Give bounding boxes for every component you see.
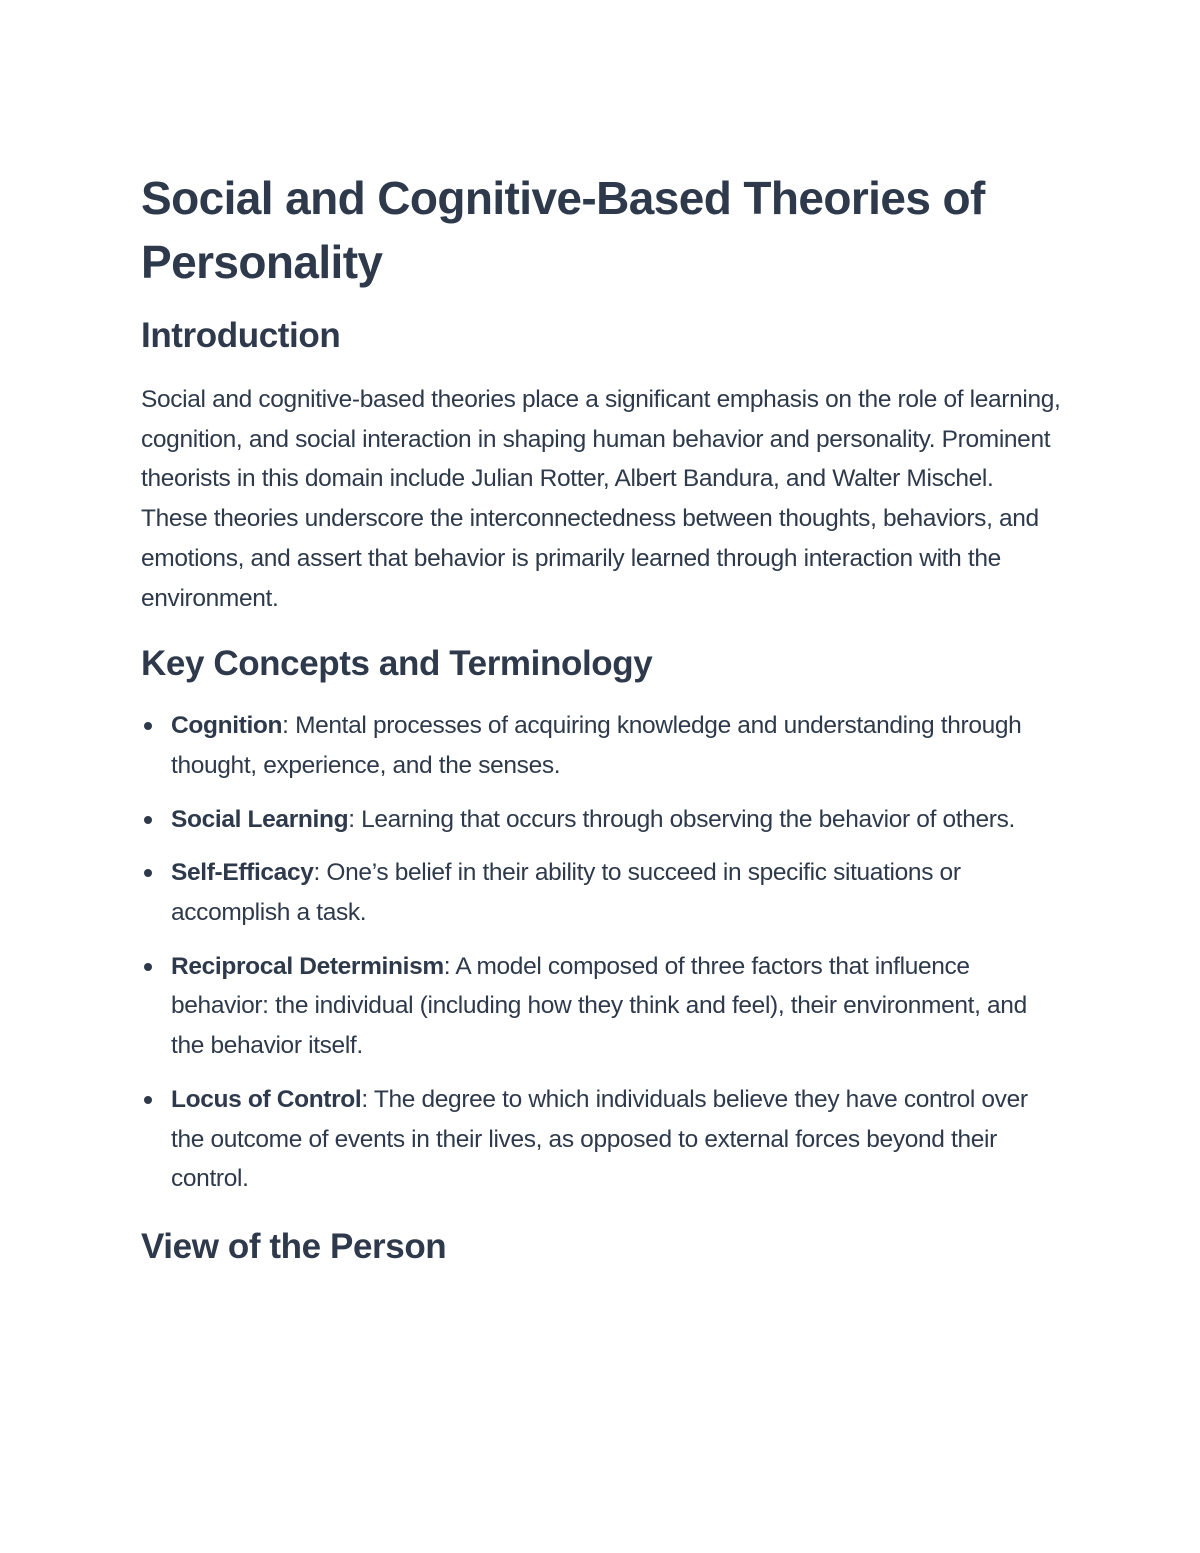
term-definition: : A model composed of three factors that influence behavior: the individual (including how they think and feel), their environment, and the behavior itself. bbox=[171, 952, 1027, 1060]
bullet-icon bbox=[144, 1096, 152, 1104]
key-concepts-list bbox=[141, 706, 1061, 1199]
document-page bbox=[141, 166, 1061, 1269]
list-item bbox=[141, 800, 1061, 840]
bullet-icon bbox=[144, 963, 152, 971]
list-item bbox=[141, 853, 1061, 932]
term-label: Social Learning bbox=[171, 805, 349, 833]
term-definition: : One’s belief in their ability to succeed in specific situations or accomplish a task. bbox=[171, 859, 961, 927]
key-concepts-heading: Key Concepts and Terminology bbox=[141, 644, 653, 684]
term-definition: : Learning that occurs through observing the behavior of others. bbox=[348, 805, 1015, 833]
introduction-paragraph: Social and cognitive-based theories place a significant emphasis on the role of learning, cognition, and social interaction in shaping human behavior and personality. Prominent theorists in this domain include Julian Rotter, Albert Bandura, and Walter Mischel. These theories underscore the interconnectedness between thoughts, behaviors, and emotions, and assert that behavior is primarily learned through interaction with the environment. bbox=[141, 386, 1061, 612]
bullet-icon bbox=[144, 816, 152, 824]
bullet-icon bbox=[144, 869, 152, 877]
term-definition: : The degree to which individuals believe they have control over the outcome of events in their lives, as opposed to external forces beyond their control. bbox=[171, 1085, 1028, 1193]
list-item bbox=[141, 947, 1061, 1066]
term-label: Cognition bbox=[171, 712, 283, 740]
term-label: Self-Efficacy bbox=[171, 859, 314, 887]
list-item bbox=[141, 1080, 1061, 1199]
term-label: Reciprocal Determinism bbox=[171, 952, 444, 980]
term-definition: : Mental processes of acquiring knowledge and understanding through thought, experience, and the senses. bbox=[171, 712, 1022, 779]
term-label: Locus of Control bbox=[171, 1085, 362, 1113]
bullet-icon bbox=[144, 722, 152, 730]
list-item bbox=[141, 706, 1061, 785]
view-of-person-heading: View of the Person bbox=[141, 1226, 447, 1266]
introduction-heading: Introduction bbox=[141, 316, 341, 355]
document-title: Social and Cognitive-Based Theories of Personality bbox=[141, 172, 985, 288]
